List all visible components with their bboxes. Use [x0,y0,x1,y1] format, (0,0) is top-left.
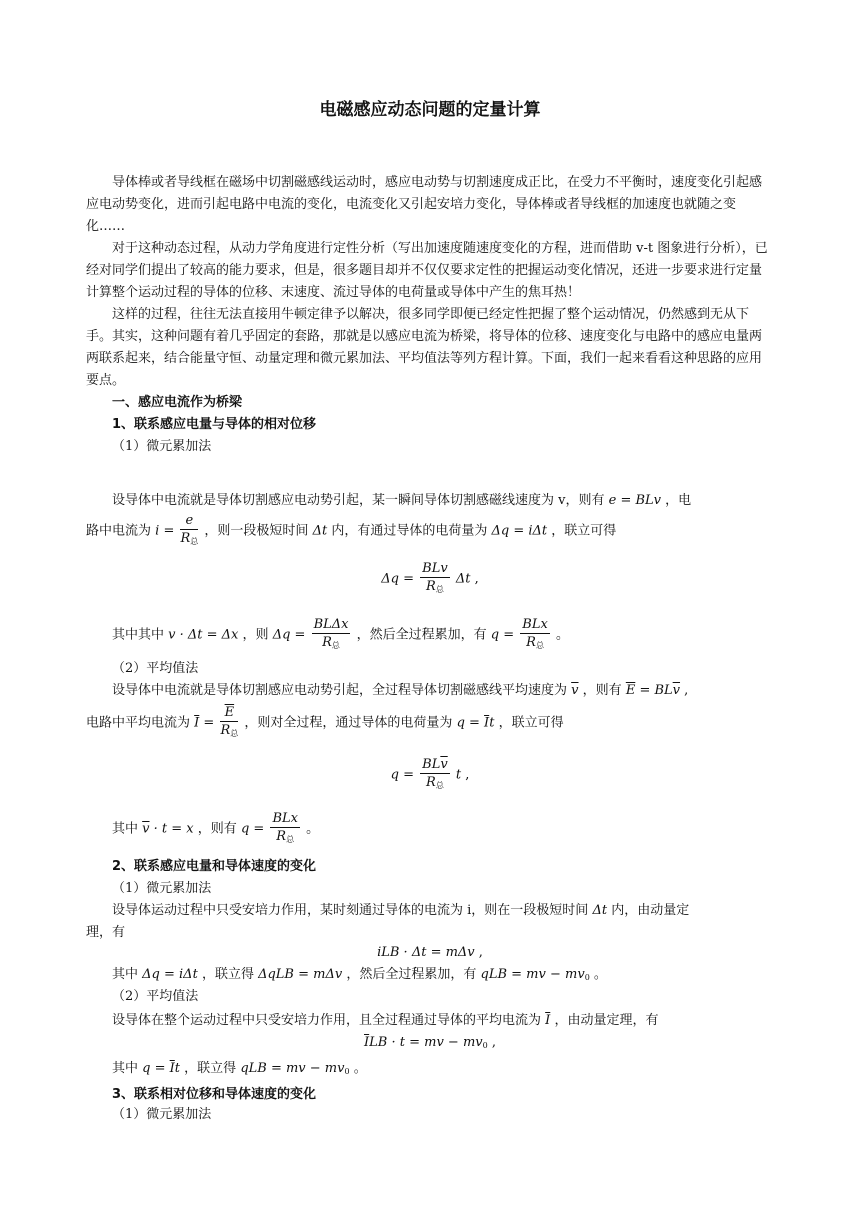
eq-e-blv: e = BLv [608,493,666,508]
intro-paragraphs [86,172,774,458]
frac-e-over-r: $\frac{e}{R_总}$ [180,513,199,546]
s1-line-a: 设导体中电流就是导体切割感应电动势引起，某一瞬间导体切割感磁线速度为 v，则有 e = BLv ，电 [112,493,692,508]
eq-q-centered: q = $\frac{BL\overline{v}}{R_总}$ t , [390,757,470,790]
s3-line-a: 设导体运动过程中只受安培力作用，某时刻通过导体的电流为 i，则在一段极短时间 Δt 内，由动量定 [112,903,690,918]
label-micro-3: （1）微元累加法 [112,1107,212,1122]
paragraph-2: 对于这种动态过程，从动力学角度进行定性分析（写出加速度随速度变化的方程，进而借助 v-t 图象进行分析），已经对同学们提出了较高的能力要求，但是，很多题目却并不仅仅要求定性的把握运动变化情况，还进一步要求进行定量计算整个运动过程的导体的位移、末速度、流过导体的电荷量或导体中产生的焦耳热！ [86,241,768,300]
page-title: 电磁感应动态问题的定量计算 [319,100,541,120]
label-avg-2: （2）平均值法 [112,989,199,1004]
s3-line-d: 设导体在整个运动过程中只受安培力作用，且全过程通过导体的平均电流为 $\overline{I}$ ，由动量定理，有 [112,1013,659,1028]
eq-impulse: iLB · Δt = mΔv , [377,945,483,960]
s1-line-c: 其中其中 v · Δt = Δx ，则 Δq = $\frac{\text{BLΔx}}{R_总}$ ，然后全过程累加，有 q = $\frac{\text{BLx}}{R_总}$ 。 [112,617,569,650]
heading-1-1: 1、联系感应电量与导体的相对位移 [112,417,317,432]
heading-1-2: 2、联系感应电量和导体速度的变化 [112,859,317,874]
label-micro-2: （1）微元累加法 [112,881,212,896]
s2-line-a: 设导体中电流就是导体切割感应电动势引起，全过程导体切割磁感线平均速度为 $\overline{v}$ ，则有 $\overline{E} = BL\overline{v}$ , [112,683,689,698]
eq-impulse-avg: $\overline{I}LB \cdot t$ = mv − $mv_0$ , [364,1035,496,1050]
s2-line-b: 电路中平均电流为 $\overline{I}$ = $\frac{\overline{E}}{R_总}$ ，则对全过程，通过导体的电荷量为 $q = \overline{I}t$ ，联立可得 [86,705,564,738]
label-micro-1: （1）微元累加法 [112,439,212,454]
paragraph-3: 这样的过程，往往无法直接用牛顿定律予以解决，很多同学即便已经定性把握了整个运动情况，仍然感到无从下手。其实，这种问题有着几乎固定的套路，那就是以感应电流为桥梁，将导体的位移、速度变化与电路中的感应电量两两联系起来，结合能量守恒、动量定理和微元累加法、平均值法等列方程计算。下面，我们一起来看看这种思路的应用要点。 [86,307,763,388]
heading-1: 一、感应电流作为桥梁 [112,395,243,410]
s3-line-a3: 理，有 [86,925,126,940]
s3-line-e: 其中 $q = \overline{I}t$ ，联立得 qLB = mv − $mv_0$ 。 [112,1061,367,1076]
s3-line-c: 其中 Δq = iΔt ，联立得 ΔqLB = mΔv ，然后全过程累加，有 qLB = mv − $mv_0$ 。 [112,967,607,982]
s2-line-c: 其中 $\overline{v} \cdot t = x$ ，则有 q = $\frac{\text{BLx}}{R_总}$ 。 [112,811,320,844]
heading-1-3: 3、联系相对位移和导体速度的变化 [112,1087,317,1102]
eq-dq-centered: Δq = $\frac{\text{BLv}}{R_总}$ Δt , [381,561,479,594]
label-avg-1: （2）平均值法 [112,661,199,676]
s1-line-b: 路中电流为 i = $\frac{e}{R_总}$ ，则一段极短时间 Δt 内，有通过导体的电荷量为 Δq = iΔt ，联立可得 [86,512,774,550]
paragraph-1: 导体棒或者导线框在磁场中切割磁感线运动时，感应电动势与切割速度成正比，在受力不平衡时，速度变化引起感应电动势变化，进而引起电路中电流的变化，电流变化又引起安培力变化，导体棒或者导线框的加速度也就随之变化…… [86,175,763,234]
